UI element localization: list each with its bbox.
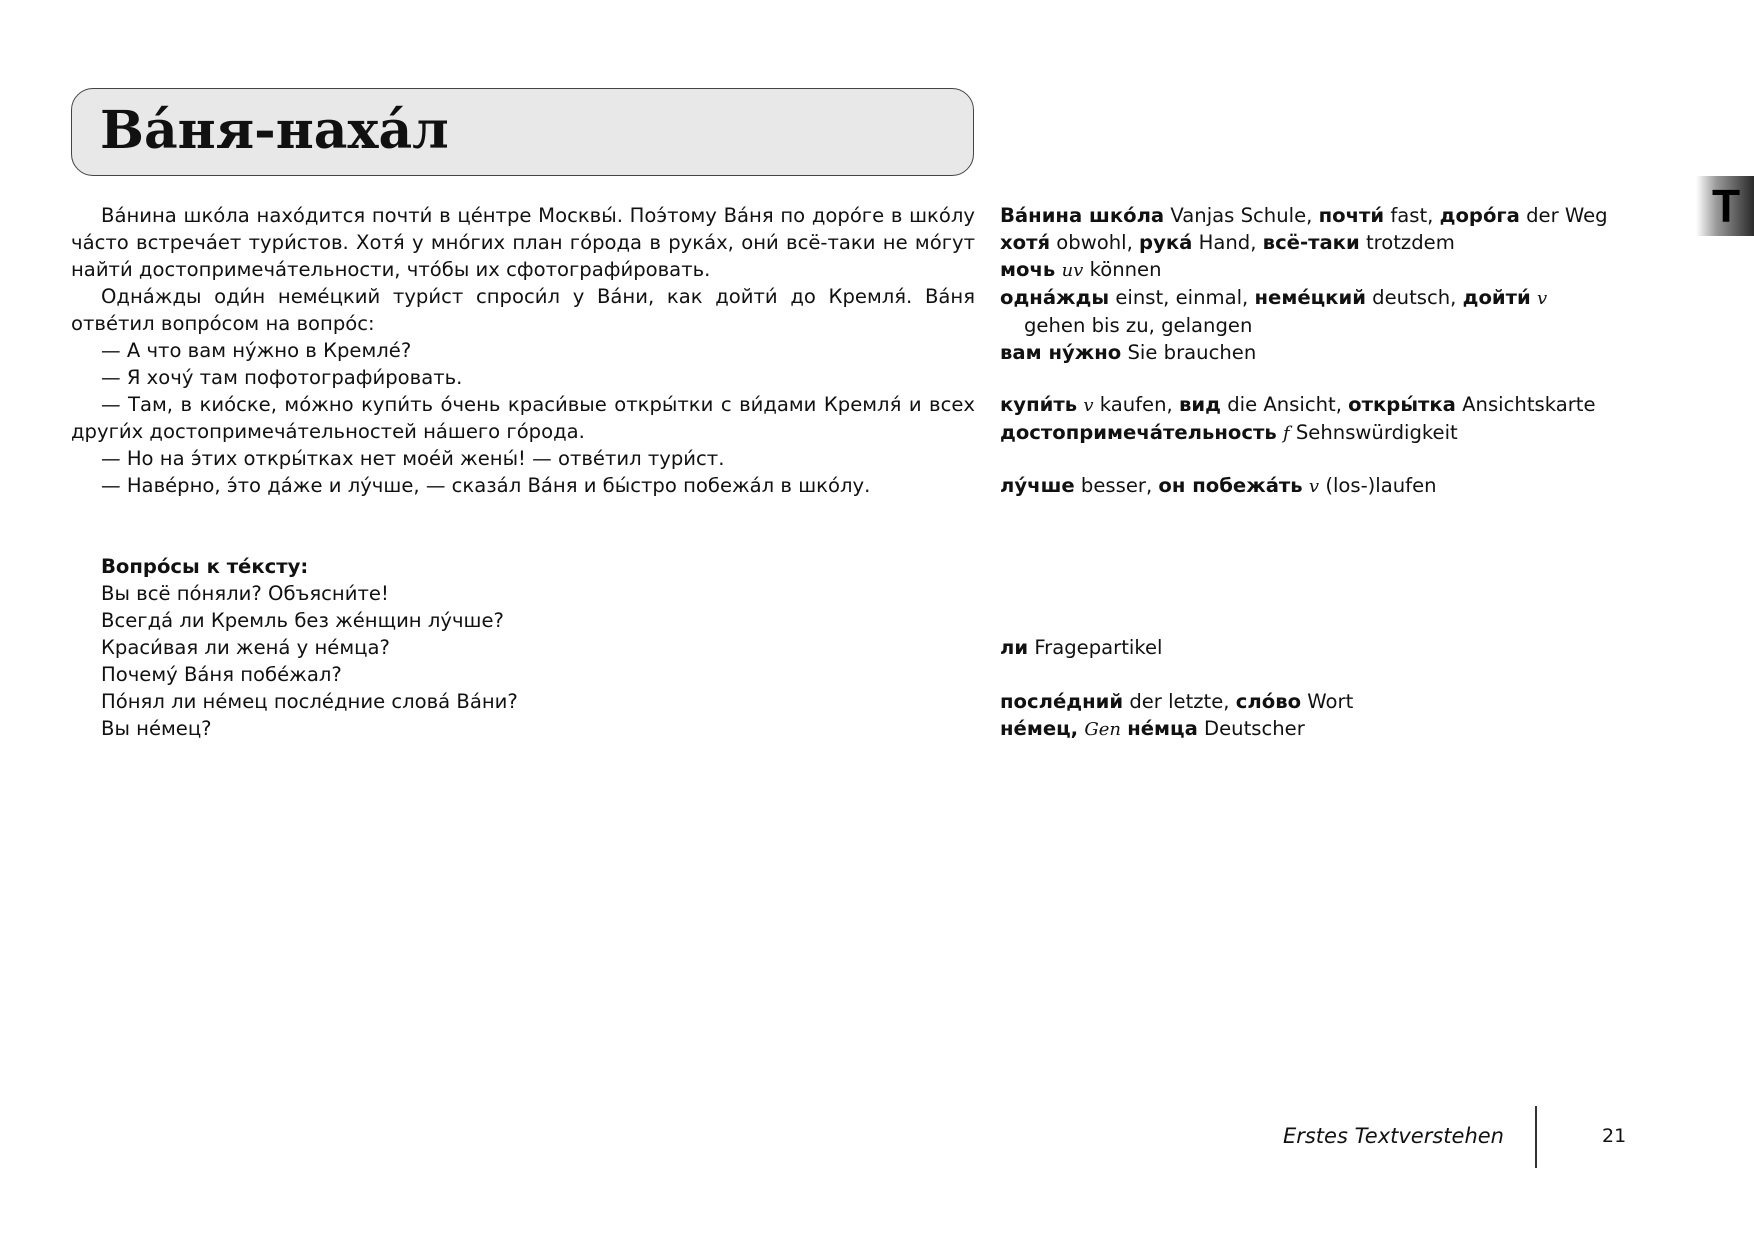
vocab-word: после́дний bbox=[1000, 690, 1124, 713]
vocab-translation: deutsch, bbox=[1372, 286, 1457, 309]
vocab-grammar-note: f bbox=[1282, 423, 1290, 444]
title-box bbox=[71, 88, 974, 176]
question-item: По́нял ли не́мец после́дние слова́ Ва́ни? bbox=[101, 690, 518, 713]
vocab-entry bbox=[1000, 419, 1640, 447]
question-item: Почему́ Ва́ня побе́жал? bbox=[101, 663, 342, 686]
vocab-entry bbox=[1000, 472, 1640, 500]
vocab-translation: können bbox=[1089, 258, 1162, 281]
questions-heading: Вопро́сы к те́ксту: bbox=[101, 555, 309, 578]
text-paragraph: Ва́нина шко́ла нахо́дится почти́ в це́нтре Москвы́. Поэ́тому Ва́ня по доро́ге в шко́лу ча́сто встреча́ет тури́стов. Хотя́ у мно́гих план го́рода в рука́х, они́ всё-таки не мо́гут найти́ достопримеча́тельности, что́бы их сфотографи́ровать. bbox=[71, 204, 975, 281]
vocab-translation: der letzte, bbox=[1129, 690, 1230, 713]
dialogue-line: — Я хочу́ там пофотографи́ровать. bbox=[101, 366, 463, 389]
vocab-word: вид bbox=[1179, 393, 1221, 416]
questions-block bbox=[101, 553, 518, 742]
footer-divider bbox=[1535, 1106, 1537, 1168]
vocab-word: одна́жды bbox=[1000, 286, 1110, 309]
vocab-grammar-note: v bbox=[1536, 288, 1548, 309]
vocab-entry bbox=[1000, 715, 1640, 743]
dialogue-line: — Наве́рно, э́то да́же и лу́чше, — сказа́л Ва́ня и бы́стро побежа́л в шко́лу. bbox=[101, 474, 871, 497]
vocab-grammar-note: v bbox=[1083, 395, 1094, 416]
vocab-word: мочь bbox=[1000, 258, 1056, 281]
vocab-translation: Sie brauchen bbox=[1127, 341, 1257, 364]
vocab-word: почти́ bbox=[1318, 204, 1385, 227]
question-item: Всегда́ ли Кремль без же́нщин лу́чше? bbox=[101, 609, 504, 632]
page-number: 21 bbox=[1602, 1125, 1627, 1147]
vocab-translation: Wort bbox=[1307, 690, 1354, 713]
vocab-translation: Hand, bbox=[1198, 231, 1257, 254]
vocab-grammar-note: uv bbox=[1061, 260, 1084, 281]
vocab-word: ли bbox=[1000, 636, 1029, 659]
vocab-grammar-note: v bbox=[1308, 476, 1320, 497]
vocab-translation: besser, bbox=[1080, 474, 1153, 497]
vocab-translation: (los-)laufen bbox=[1325, 474, 1437, 497]
vocab-word: откры́тка bbox=[1348, 393, 1456, 416]
vocab-entry bbox=[1000, 229, 1640, 256]
vocab-translation: Vanjas Schule, bbox=[1170, 204, 1313, 227]
vocabulary-group bbox=[1000, 202, 1640, 366]
vocab-word: дойти́ bbox=[1462, 286, 1531, 309]
vocab-translation: fast, bbox=[1390, 204, 1434, 227]
vocab-translation: Deutscher bbox=[1204, 717, 1305, 740]
vocab-entry bbox=[1000, 256, 1640, 284]
footer-section-label: Erstes Textverstehen bbox=[1282, 1124, 1504, 1148]
dialogue-line: — Но на э́тих откры́тках нет моéй жены́! — отве́тил тури́ст. bbox=[101, 447, 725, 470]
vocab-translation: gehen bis zu, gelangen bbox=[1024, 314, 1253, 337]
vocab-translation: einst, einmal, bbox=[1115, 286, 1249, 309]
vocab-translation: trotzdem bbox=[1365, 231, 1455, 254]
vocab-translation: kaufen, bbox=[1099, 393, 1173, 416]
vocab-word: лу́чше bbox=[1000, 474, 1075, 497]
vocab-word: рука́ bbox=[1139, 231, 1193, 254]
vocab-grammar-note: Gen bbox=[1084, 719, 1121, 740]
vocab-entry bbox=[1000, 284, 1640, 312]
section-tab-letter: T bbox=[1712, 180, 1741, 232]
vocab-word: всё-таки bbox=[1262, 231, 1360, 254]
vocab-translation: Fragepartikel bbox=[1034, 636, 1163, 659]
vocab-word: достопримеча́тельность bbox=[1000, 421, 1277, 444]
page-title: Ва́ня-наха́л bbox=[100, 100, 449, 161]
vocab-translation: der Weg bbox=[1526, 204, 1608, 227]
text-paragraph: Одна́жды оди́н неме́цкий тури́ст спроси́л у Ва́ни, как дойти́ до Кремля́. Ва́ня отве́тил вопро́сом на вопро́с: bbox=[71, 285, 975, 335]
vocab-word: он побежа́ть bbox=[1158, 474, 1303, 497]
vocabulary-group bbox=[1000, 391, 1640, 447]
vocab-word: неме́цкий bbox=[1254, 286, 1366, 309]
vocabulary-group bbox=[1000, 472, 1640, 500]
vocab-entry-continuation bbox=[1000, 312, 1640, 339]
dialogue-line: — Там, в кио́ске, мо́жно купи́ть о́чень краси́вые откры́тки с ви́дами Кремля́ и всех други́х достопримеча́тельностей на́шего го́рода. bbox=[71, 393, 975, 443]
vocab-word: не́мца bbox=[1127, 717, 1198, 740]
section-tab-marker bbox=[1696, 176, 1754, 236]
vocab-word: Ва́нина шко́ла bbox=[1000, 204, 1165, 227]
vocab-translation: obwohl, bbox=[1056, 231, 1133, 254]
vocab-translation: Sehnswürdigkeit bbox=[1295, 421, 1458, 444]
question-item: Вы всё по́няли? Объясни́те! bbox=[101, 582, 389, 605]
vocabulary-group bbox=[1000, 688, 1640, 743]
vocab-word: купи́ть bbox=[1000, 393, 1078, 416]
vocab-entry bbox=[1000, 391, 1640, 419]
dialogue-line: — А что вам ну́жно в Кремле́? bbox=[101, 339, 412, 362]
vocab-entry bbox=[1000, 339, 1640, 366]
vocabulary-group bbox=[1000, 634, 1640, 661]
vocab-word: не́мец, bbox=[1000, 717, 1079, 740]
vocab-translation: Ansichtskarte bbox=[1462, 393, 1596, 416]
question-item: Вы не́мец? bbox=[101, 717, 212, 740]
question-item: Краси́вая ли жена́ у не́мца? bbox=[101, 636, 390, 659]
vocab-word: хотя́ bbox=[1000, 231, 1051, 254]
vocab-entry bbox=[1000, 634, 1640, 661]
vocab-word: доро́га bbox=[1439, 204, 1520, 227]
vocab-entry bbox=[1000, 688, 1640, 715]
vocab-word: вам ну́жно bbox=[1000, 341, 1122, 364]
vocab-translation: die Ansicht, bbox=[1227, 393, 1342, 416]
vocab-entry bbox=[1000, 202, 1640, 229]
vocab-word: сло́во bbox=[1235, 690, 1302, 713]
reading-text bbox=[71, 202, 975, 499]
